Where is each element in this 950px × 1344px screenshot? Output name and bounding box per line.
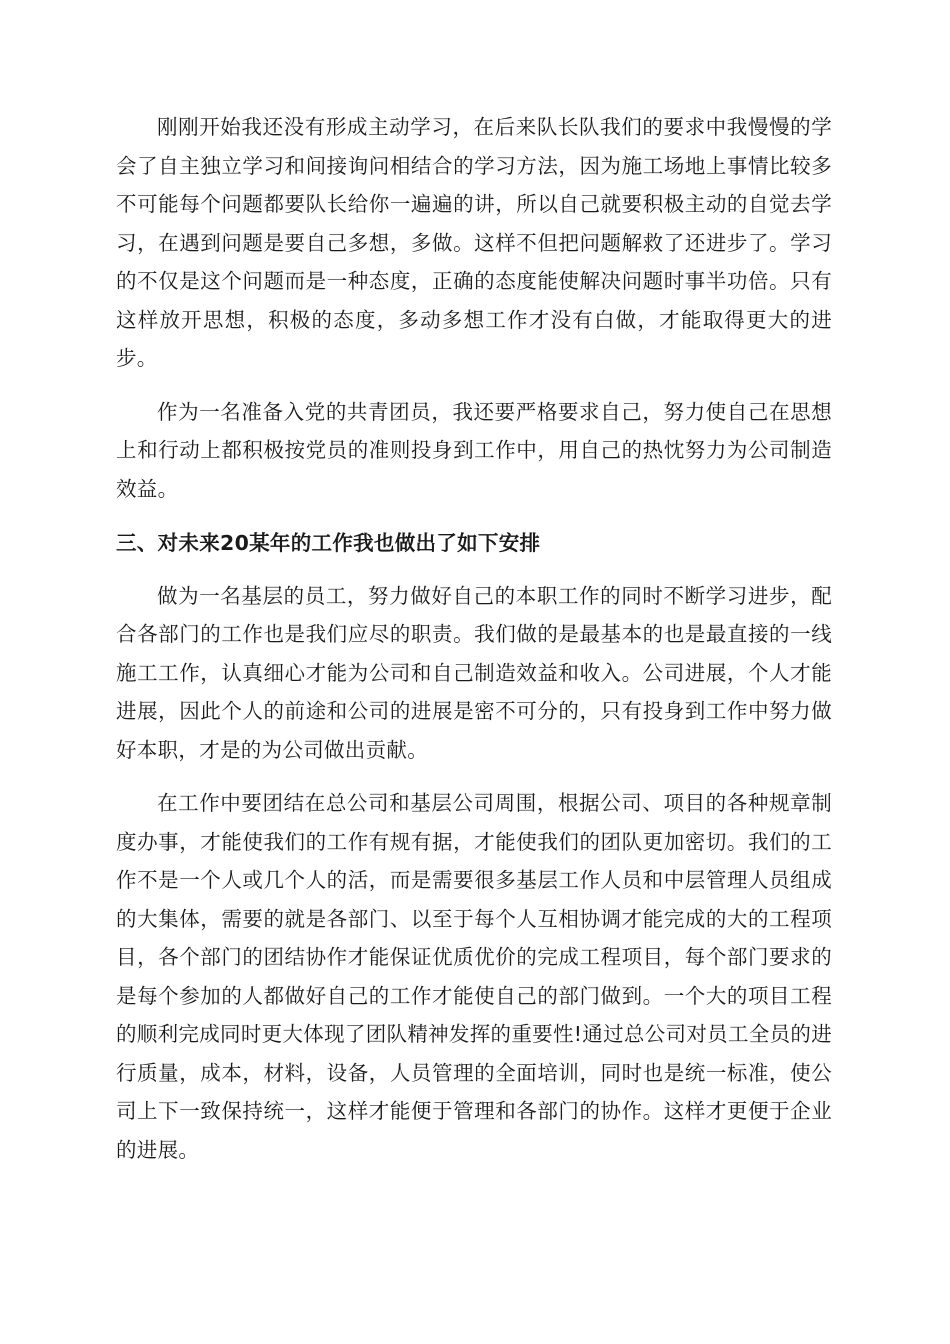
paragraph-teamwork: 在工作中要团结在总公司和基层公司周围，根据公司、项目的各种规章制度办事，才能使我们的工作有规有据，才能使我们的团队更加密切。我们的工作不是一个人或几个人的活，而是需要很多基层工作人员和中层管理人员组成的大集体，需要的就是各部门、以至于每个人互相协调才能完成的大的工程项目，各个部门的团结协作才能保证优质优价的完成工程项目，每个部门要求的是每个参加的人都做好自己的工作才能使自己的部门做到。一个大的项目工程的顺利完成同时更大体现了团队精神发挥的重要性!通过总公司对员工全员的进行质量，成本，材料，设备，人员管理的全面培训，同时也是统一标准，使公司上下一致保持统一，这样才能便于管理和各部门的协作。这样才更便于企业的进展。 bbox=[116, 791, 832, 1162]
paragraph-learning-method: 刚刚开始我还没有形成主动学习，在后来队长队我们的要求中我慢慢的学会了自主独立学习和间接询问相结合的学习方法，因为施工场地上事情比较多不可能每个问题都要队长给你一遍遍的讲，所以自己就要积极主动的自觉去学习，在遇到问题是要自己多想，多做。这样不但把问题解救了还进步了。学习的不仅是这个问题而是一种态度，正确的态度能使解决问题时事半功倍。只有这样放开思想，积极的态度，多动多想工作才没有白做，才能取得更大的进步。 bbox=[116, 115, 832, 370]
document-body bbox=[116, 108, 832, 1169]
section-heading-future-plan: 三、对未来20某年的工作我也做出了如下安排 bbox=[116, 531, 541, 555]
paragraph-party-member: 作为一名准备入党的共青团员，我还要严格要求自己，努力使自己在思想上和行动上都积极按党员的准则投身到工作中，用自己的热忱努力为公司制造效益。 bbox=[116, 399, 832, 501]
paragraph-basic-employee: 做为一名基层的员工，努力做好自己的本职工作的同时不断学习进步，配合各部门的工作也是我们应尽的职责。我们做的是最基本的也是最直接的一线施工工作，认真细心才能为公司和自己制造效益和收入。公司进展，个人才能进展，因此个人的前途和公司的进展是密不可分的，只有投身到工作中努力做好本职，才是的为公司做出贡献。 bbox=[116, 583, 832, 762]
